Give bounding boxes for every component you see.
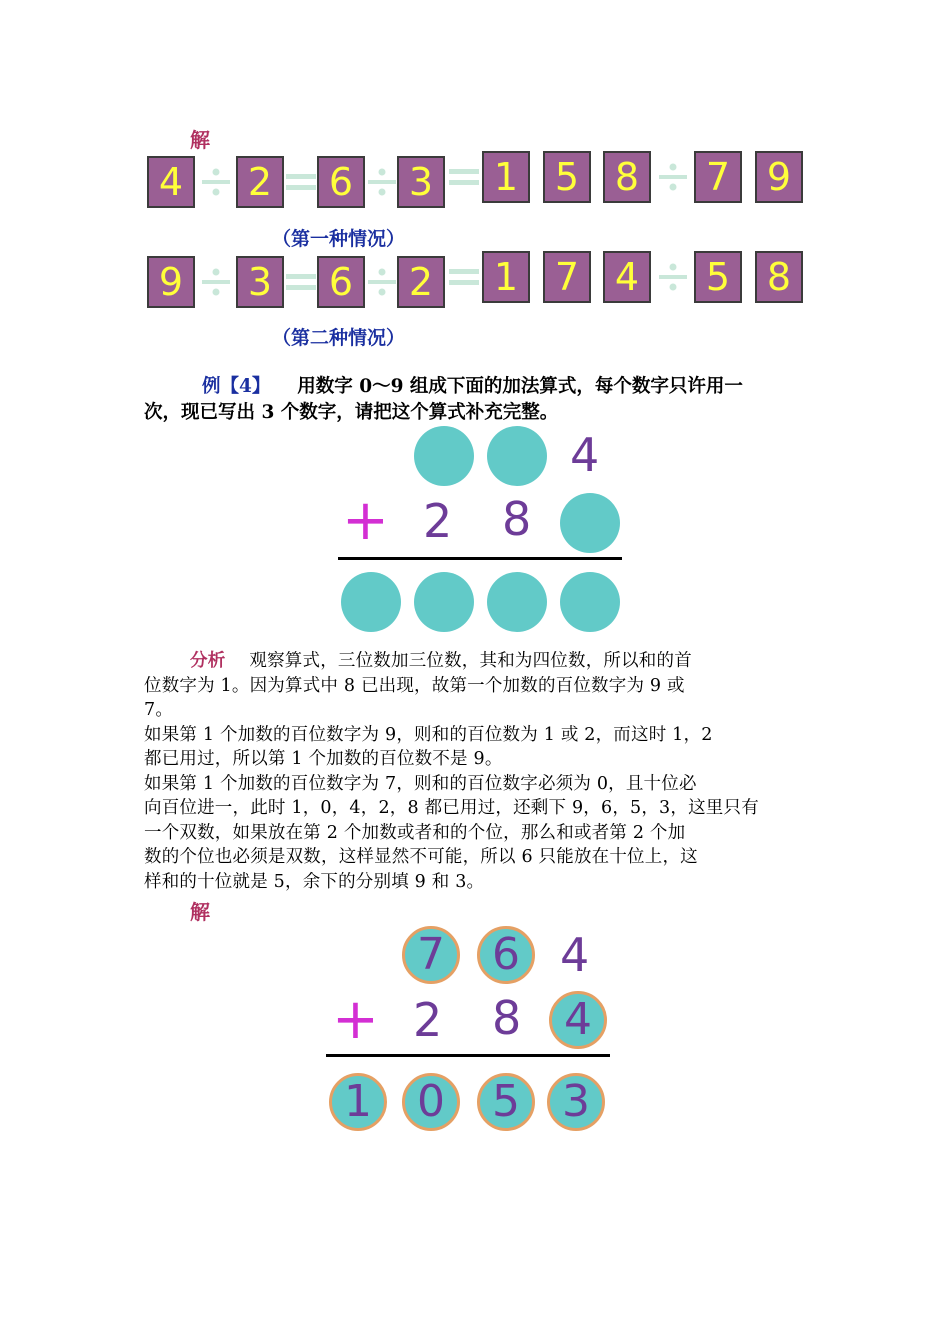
digit-box: 2 xyxy=(236,156,284,208)
digit-box: 5 xyxy=(543,151,591,203)
example-text-line-1: 用数字 0～9 组成下面的加法算式，每个数字只许用一 xyxy=(297,376,743,397)
analysis-line: 都已用过，所以第 1 个加数的百位数不是 9。 xyxy=(144,749,503,769)
sum-line xyxy=(326,1054,610,1057)
digit-box: 8 xyxy=(603,151,651,203)
digit-box: 3 xyxy=(236,256,284,308)
answer-circle: 4 xyxy=(549,991,607,1049)
answer-circle: 5 xyxy=(477,1073,535,1131)
given-digit: 4 xyxy=(560,928,590,982)
given-digit: 2 xyxy=(413,993,443,1047)
digit-box: 3 xyxy=(397,156,445,208)
answer-circle: 0 xyxy=(402,1073,460,1131)
analysis-line: 一个双数，如果放在第 2 个加数或者和的个位，那么和或者第 2 个加 xyxy=(144,822,686,843)
divide-sign-icon xyxy=(656,160,690,194)
analysis-line: 向百位进一，此时 1，0，4，2，8 都已用过，还剩下 9，6，5，3，这里只有 xyxy=(144,798,759,818)
equals-sign-icon xyxy=(447,260,481,294)
digit-box: 2 xyxy=(397,256,445,308)
equals-sign-icon xyxy=(284,265,318,299)
digit-box: 6 xyxy=(317,256,365,308)
analysis-line: 位数字为 1。因为算式中 8 已出现，故第一个加数的百位数字为 9 或 xyxy=(144,675,685,696)
divide-sign-icon xyxy=(656,260,690,294)
digit-box: 1 xyxy=(482,151,530,203)
plus-sign: + xyxy=(342,488,389,553)
analysis-line: 如果第 1 个加数的百位数字为 7，则和的百位数字必须为 0，且十位必 xyxy=(144,773,697,794)
example-label: 例【4】 xyxy=(202,376,271,397)
digit-box: 9 xyxy=(147,256,195,308)
example-problem xyxy=(144,374,814,426)
solution-label: 解 xyxy=(190,128,210,152)
given-digit: 8 xyxy=(502,492,532,546)
analysis-line: 如果第 1 个加数的百位数字为 9，则和的百位数为 1 或 2，而这时 1，2 xyxy=(144,724,713,745)
analysis-line: 7。 xyxy=(144,700,174,720)
blank-circle xyxy=(341,572,401,632)
answer-circle: 7 xyxy=(402,926,460,984)
analysis-text xyxy=(144,649,816,894)
analysis-label: 分析 xyxy=(190,651,226,671)
blank-circle xyxy=(414,572,474,632)
analysis-line: 数的个位也必须是双数，这样显然不可能，所以 6 只能放在十位上，这 xyxy=(144,847,698,867)
answer-circle: 3 xyxy=(547,1073,605,1131)
divide-sign-icon xyxy=(365,165,399,199)
given-digit: 4 xyxy=(570,428,600,482)
divide-sign-icon xyxy=(199,265,233,299)
digit-box: 7 xyxy=(543,251,591,303)
equals-sign-icon xyxy=(284,165,318,199)
digit-box: 5 xyxy=(694,251,742,303)
blank-circle xyxy=(487,572,547,632)
blank-circle xyxy=(560,493,620,553)
equals-sign-icon xyxy=(447,160,481,194)
analysis-line: 观察算式，三位数加三位数，其和为四位数，所以和的首 xyxy=(249,651,692,671)
given-digit: 2 xyxy=(423,494,453,548)
answer-circle: 6 xyxy=(477,926,535,984)
given-digit: 8 xyxy=(492,991,522,1045)
digit-box: 4 xyxy=(147,156,195,208)
digit-box: 6 xyxy=(317,156,365,208)
digit-box: 9 xyxy=(755,151,803,203)
digit-box: 8 xyxy=(755,251,803,303)
digit-box: 7 xyxy=(694,151,742,203)
blank-circle xyxy=(487,426,547,486)
digit-box: 4 xyxy=(603,251,651,303)
digit-box: 1 xyxy=(482,251,530,303)
plus-sign: + xyxy=(332,987,379,1052)
divide-sign-icon xyxy=(199,165,233,199)
answer-circle: 1 xyxy=(329,1073,387,1131)
divide-sign-icon xyxy=(365,265,399,299)
sum-line xyxy=(338,557,622,560)
blank-circle xyxy=(414,426,474,486)
case-caption-2: （第二种情况） xyxy=(272,327,406,349)
example-text-line-2: 次，现已写出 3 个数字，请把这个算式补充完整。 xyxy=(144,402,559,423)
blank-circle xyxy=(560,572,620,632)
solution-label: 解 xyxy=(190,900,210,924)
analysis-line: 样和的十位就是 5，余下的分别填 9 和 3。 xyxy=(144,871,485,892)
case-caption-1: （第一种情况） xyxy=(272,228,406,250)
